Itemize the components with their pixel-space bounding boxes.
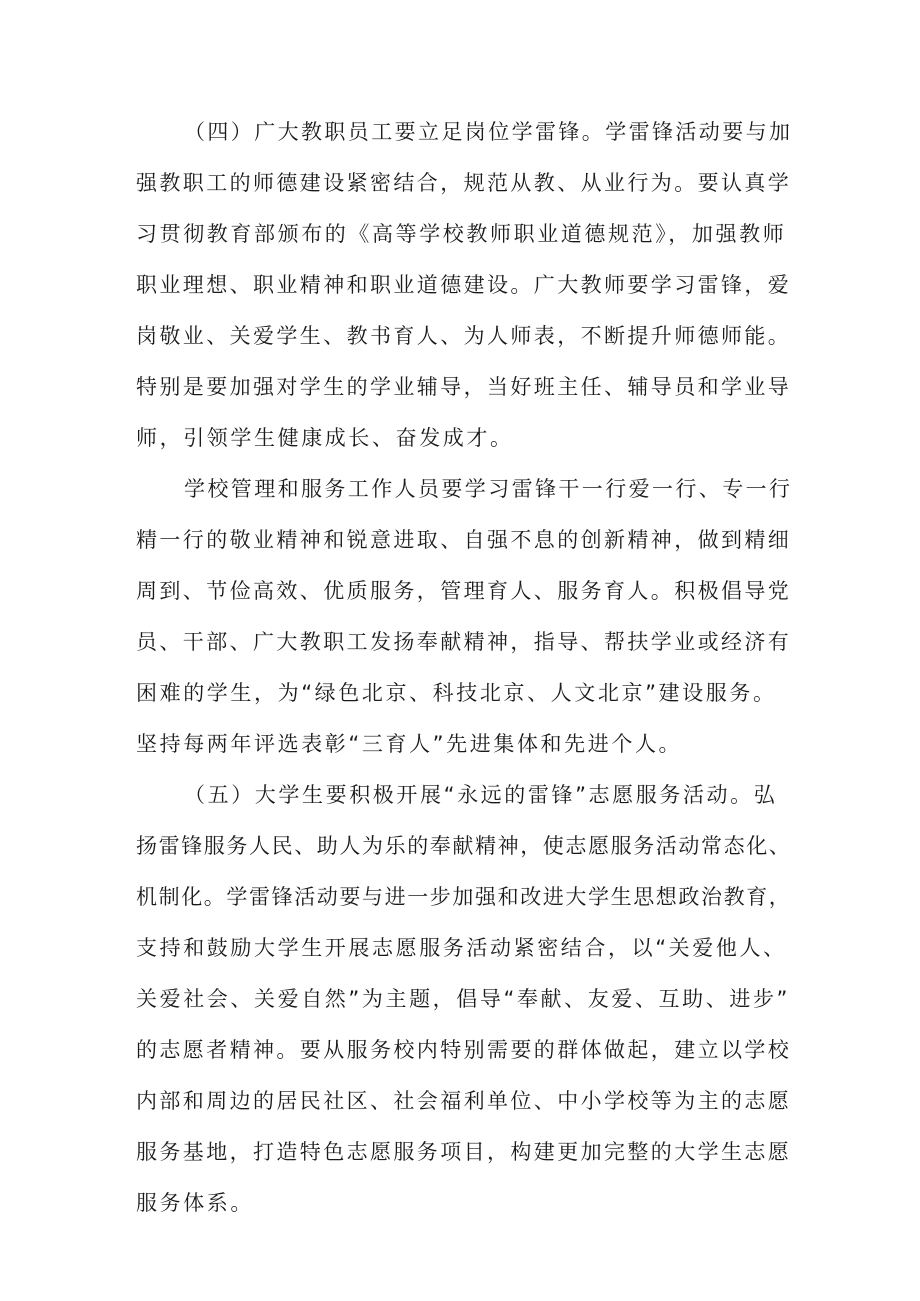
text-line: （五）大学生要积极开展“永远的雷锋”志愿服务活动。弘 — [184, 783, 778, 807]
text-line: 机制化。学雷锋活动要与进一步加强和改进大学生思想政治教育， — [136, 885, 792, 909]
text-line: 关爱社会、关爱自然”为主题，倡导“奉献、友爱、互助、进步” — [136, 987, 791, 1011]
text-line: （四）广大教职员工要立足岗位学雷锋。学雷锋活动要与加 — [184, 120, 793, 144]
text-line: 强教职工的师德建设紧密结合，规范从教、从业行为。要认真学 — [136, 171, 792, 195]
text-line: 岗敬业、关爱学生、教书育人、为人师表，不断提升师德师能。 — [136, 324, 792, 348]
document-body — [136, 107, 796, 1229]
text-line: 学校管理和服务工作人员要学习雷锋干一行爱一行、专一行 — [184, 477, 793, 501]
text-line: 习贯彻教育部颁布的《高等学校教师职业道德规范》，加强教师 — [136, 222, 787, 246]
text-line: 周到、节俭高效、优质服务，管理育人、服务育人。积极倡导党 — [136, 579, 792, 603]
paragraph-staff — [136, 464, 796, 770]
text-line: 坚持每两年评选表彰“三育人”先进集体和先进个人。 — [136, 732, 683, 756]
paragraph-four — [136, 107, 796, 464]
text-line: 职业理想、职业精神和职业道德建设。广大教师要学习雷锋，爱 — [136, 273, 792, 297]
text-line: 支持和鼓励大学生开展志愿服务活动紧密结合，以“关爱他人、 — [136, 936, 787, 960]
text-line: 的志愿者精神。要从服务校内特别需要的群体做起，建立以学校 — [136, 1038, 792, 1062]
text-line: 服务基地，打造特色志愿服务项目，构建更加完整的大学生志愿 — [136, 1140, 792, 1164]
text-line: 扬雷锋服务人民、助人为乐的奉献精神，使志愿服务活动常态化、 — [136, 834, 792, 858]
text-line: 特别是要加强对学生的学业辅导，当好班主任、辅导员和学业导 — [136, 375, 792, 399]
text-line: 服务体系。 — [136, 1191, 254, 1215]
text-line: 员、干部、广大教职工发扬奉献精神，指导、帮扶学业或经济有 — [136, 630, 792, 654]
text-line: 内部和周边的居民社区、社会福利单位、中小学校等为主的志愿 — [136, 1089, 792, 1113]
text-line: 困难的学生，为“绿色北京、科技北京、人文北京”建设服务。 — [136, 681, 777, 705]
text-line: 精一行的敬业精神和锐意进取、自强不息的创新精神，做到精细 — [136, 528, 792, 552]
text-line: 师，引领学生健康成长、奋发成才。 — [136, 426, 514, 450]
paragraph-five — [136, 770, 796, 1229]
